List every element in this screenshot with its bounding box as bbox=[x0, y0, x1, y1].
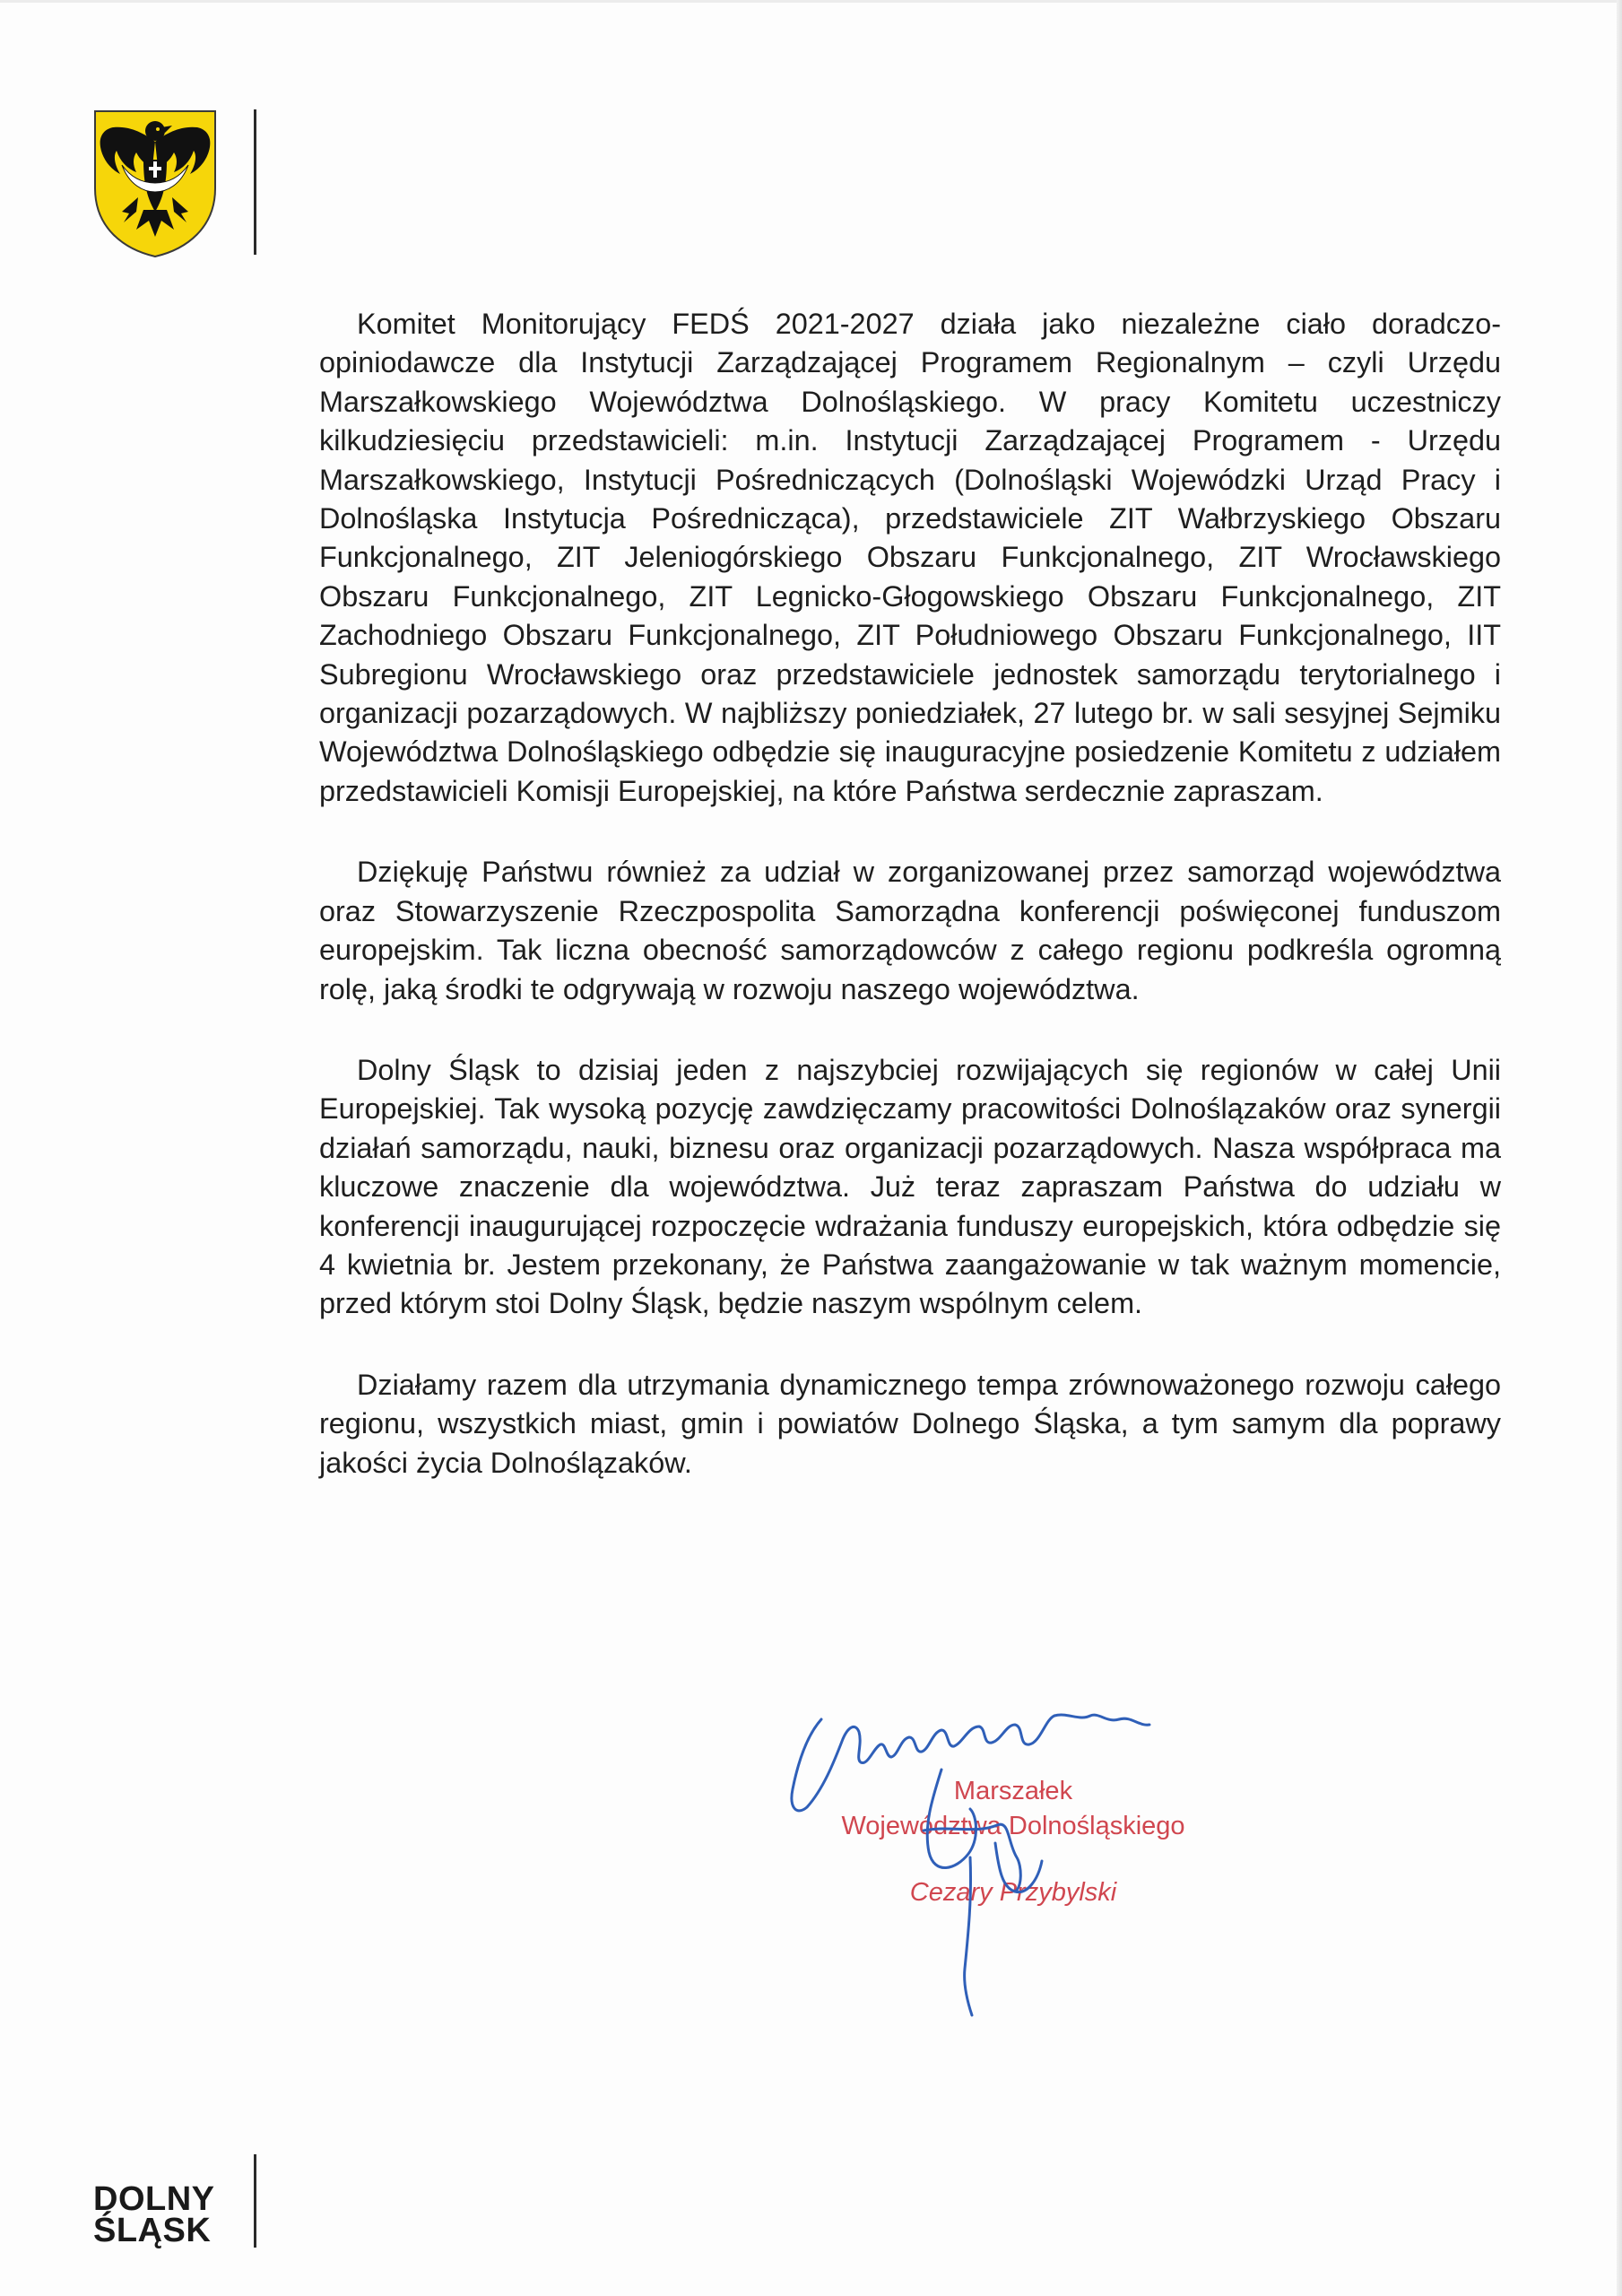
logo-line-2: ŚLĄSK bbox=[93, 2212, 212, 2249]
stamp-title: Marszałek bbox=[953, 1777, 1073, 1805]
logo-line-1: DOLNY bbox=[93, 2180, 215, 2218]
paragraph-1: Komitet Monitorujący FEDŚ 2021-2027 działa jako niezależne ciało doradczo-opiniodawcze dla Instytucji Zarządzającej Programem Regionalnym – czyli Urzędu Marszałkowskiego Województwa Dolnośląskiego. W pracy Komitetu uczestniczy kilkudziesięciu przedstawicieli: m.in. Instytucji Zarządzającej Programem - Urzędu Marszałkowskiego, Instytucji Pośredniczących (Dolnośląski Wojewódzki Urząd Pracy i Dolnośląska Instytucja Pośrednicząca), przedstawiciele ZIT Wałbrzyskiego Obszaru Funkcjonalnego, ZIT Jeleniogórskiego Obszaru Funkcjonalnego, ZIT Wrocławskiego Obszaru Funkcjonalnego, ZIT Legnicko-Głogowskiego Obszaru Funkcjonalnego, ZIT Zachodniego Obszaru Funkcjonalnego, ZIT Południowego Obszaru Funkcjonalnego, IIT Subregionu Wrocławskiego oraz przedstawiciele jednostek samorządu terytorialnego i organizacji pozarządowych. W najbliższy poniedziałek, 27 lutego br. w sali sesyjnej Sejmiku Województwa Dolnośląskiego odbędzie się inauguracyjne posiedzenie Komitetu z udziałem przedstawicieli Komisji Europejskiej, na które Państwa serdecznie zapraszam. bbox=[319, 308, 1501, 807]
scan-right-edge bbox=[1617, 0, 1622, 2296]
scan-top-edge bbox=[0, 0, 1622, 3]
handwritten-signature-icon bbox=[780, 1700, 1246, 2022]
paragraph-2: Dziękuję Państwu również za udział w zorganizowanej przez samorząd województwa oraz Stowarzyszenie Rzeczpospolita Samorządna konferencji poświęconej funduszom europejskim. Tak liczna obecność samorządowców z całego regionu podkreśla ogromną rolę, jaką środki te odgrywają w rozwoju naszego województwa. bbox=[319, 856, 1501, 1005]
dolny-slask-logo bbox=[93, 2180, 228, 2249]
coat-of-arms-icon bbox=[90, 106, 221, 260]
header-divider bbox=[254, 109, 256, 255]
stamp-office: Województwa Dolnośląskiego bbox=[841, 1812, 1185, 1840]
stamp-name: Cezary Przybylski bbox=[909, 1878, 1117, 1907]
paragraph-3: Dolny Śląsk to dzisiaj jeden z najszybciej rozwijających się regionów w całej Unii Europejskiej. Tak wysoką pozycję zawdzięczamy pracowitości Dolnoślązaków oraz synergii działań samorządu, nauki, biznesu oraz organizacji pozarządowych. Nasza współpraca ma kluczowe znaczenie dla województwa. Już teraz zapraszam Państwa do udziału w konferencji inaugurującej rozpoczęcie wdrażania funduszy europejskich, która odbędzie się 4 kwietnia br. Jestem przekonany, że Państwa zaangażowanie w tak ważnym momencie, przed którym stoi Dolny Śląsk, będzie naszym wspólnym celem. bbox=[319, 1053, 1501, 1320]
footer-divider bbox=[254, 2154, 256, 2248]
signature-block bbox=[780, 1700, 1246, 2022]
letter-body bbox=[319, 305, 1501, 1525]
paragraph-4: Działamy razem dla utrzymania dynamicznego tempa zrównoważonego rozwoju całego regionu, wszystkich miast, gmin i powiatów Dolnego Śląska, a tym samym dla poprawy jakości życia Dolnoślązaków. bbox=[319, 1368, 1501, 1479]
